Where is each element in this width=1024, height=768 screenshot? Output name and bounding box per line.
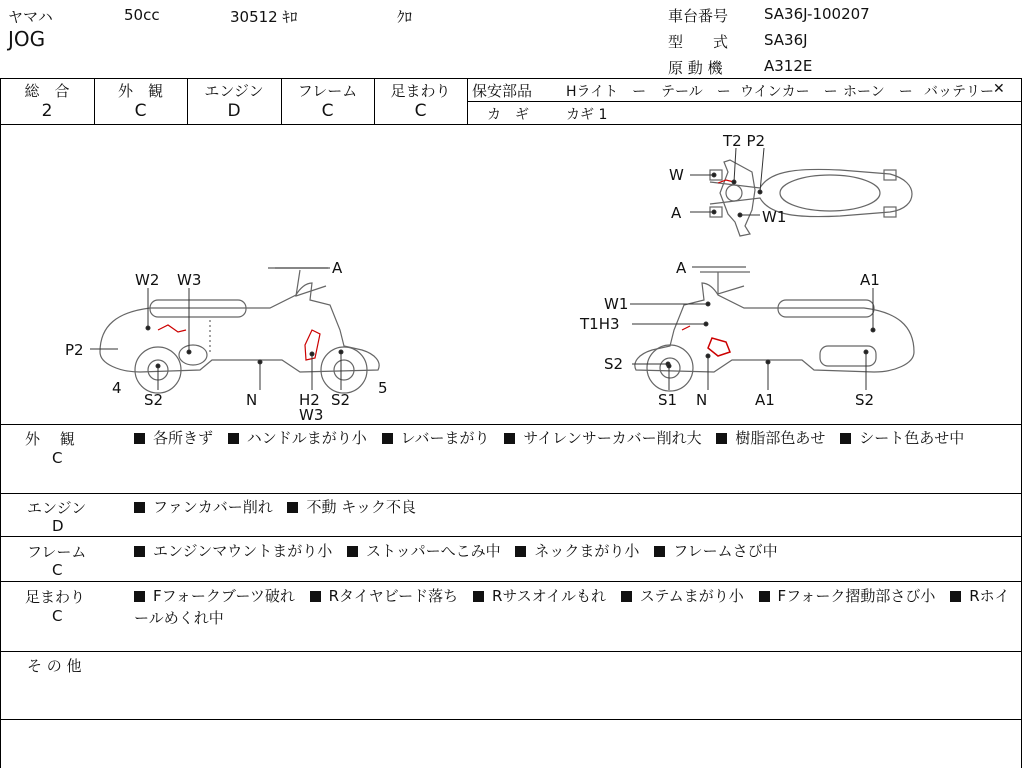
note-item: 樹脂部色あせ bbox=[735, 429, 826, 447]
diagram-label: P2 bbox=[65, 341, 84, 359]
engine-notes bbox=[134, 496, 1014, 518]
bullet-icon bbox=[134, 502, 145, 513]
note-item: エンジンマウントまがり小 bbox=[153, 542, 333, 560]
bullet-icon bbox=[504, 433, 515, 444]
bullet-icon bbox=[716, 433, 727, 444]
suspension-note-grade: C bbox=[52, 607, 63, 625]
divider bbox=[0, 719, 1022, 720]
safety-item-taillight: テール ー bbox=[661, 84, 731, 100]
divider bbox=[0, 536, 1022, 537]
bullet-icon bbox=[228, 433, 239, 444]
type-value: SA36J bbox=[764, 31, 808, 49]
other-note-label: そ の 他 bbox=[27, 657, 82, 675]
bullet-icon bbox=[654, 546, 665, 557]
safety-item-headlight: Hライト ー bbox=[566, 84, 647, 100]
note-item: 各所きず bbox=[153, 429, 214, 447]
safety-item-battery: バッテリー bbox=[924, 84, 994, 100]
battery-ng-mark: ✕ bbox=[993, 81, 1005, 97]
diagram-label: 4 bbox=[112, 379, 122, 397]
note-item: Rホイールめくれ中 bbox=[134, 587, 1010, 627]
note-item: 不動 キック不良 bbox=[306, 498, 416, 516]
bullet-icon bbox=[287, 502, 298, 513]
diagram-label: A1 bbox=[860, 271, 880, 289]
diagram-label: S2 bbox=[604, 355, 624, 373]
suspension-note-label: 足まわり bbox=[25, 588, 86, 606]
suspension-notes bbox=[134, 585, 1014, 629]
diagram-label: 5 bbox=[378, 379, 388, 397]
divider bbox=[467, 78, 468, 124]
note-item: サイレンサーカバー削れ大 bbox=[523, 429, 702, 447]
divider bbox=[467, 101, 1022, 102]
diagram-label: S2 bbox=[331, 391, 351, 409]
frame-note-grade: C bbox=[52, 561, 63, 579]
diagram-label: T2 P2 bbox=[723, 132, 766, 150]
bullet-icon bbox=[310, 591, 321, 602]
diagram-label: A bbox=[676, 259, 687, 277]
type-label: 型 式 bbox=[668, 33, 729, 51]
diagram-label: W2 bbox=[135, 271, 160, 289]
model-name: JOG bbox=[8, 27, 46, 51]
frame-grade: C bbox=[321, 101, 334, 121]
note-item: ネックまがり小 bbox=[534, 542, 640, 560]
color: ｸﾛ bbox=[397, 8, 413, 26]
safety-label: 保安部品 bbox=[472, 82, 533, 100]
note-item: Fフォークブーツ破れ bbox=[153, 587, 295, 605]
suspension-grade: C bbox=[414, 101, 427, 121]
frame-notes bbox=[134, 540, 1014, 562]
diagram-label: W bbox=[669, 166, 684, 184]
diagram-label: S2 bbox=[144, 391, 164, 409]
diagram-label: S2 bbox=[855, 391, 875, 409]
bullet-icon bbox=[347, 546, 358, 557]
engine-model-label: 原 動 機 bbox=[668, 59, 723, 77]
diagram-label: W3 bbox=[177, 271, 202, 289]
exterior-label: 外 観 bbox=[117, 82, 163, 100]
divider bbox=[0, 493, 1022, 494]
divider bbox=[0, 581, 1022, 582]
scratch-mark bbox=[158, 325, 186, 332]
bullet-icon bbox=[840, 433, 851, 444]
bullet-icon bbox=[515, 546, 526, 557]
safety-item-winker: ウインカー ー bbox=[740, 84, 838, 100]
divider bbox=[0, 78, 1022, 79]
diagram-label: T1H3 bbox=[580, 315, 620, 333]
engine-note-label: エンジン bbox=[27, 499, 87, 517]
bullet-icon bbox=[382, 433, 393, 444]
damage-diagram bbox=[0, 125, 1022, 423]
note-item: ステムまがり小 bbox=[639, 587, 744, 605]
note-item: シート色あせ中 bbox=[859, 429, 965, 447]
mileage: 30512 ｷﾛ bbox=[230, 8, 298, 26]
bullet-icon bbox=[621, 591, 632, 602]
diagram-label: A bbox=[332, 259, 343, 277]
engine-grade: D bbox=[227, 101, 241, 121]
bullet-icon bbox=[950, 591, 961, 602]
note-item: Rサスオイルもれ bbox=[491, 587, 607, 605]
diagram-label: N bbox=[696, 391, 708, 409]
note-item: フレームさび中 bbox=[673, 542, 778, 560]
diagram-label: W3 bbox=[299, 406, 324, 423]
note-item: ハンドルまがり小 bbox=[246, 429, 367, 447]
note-item: ストッパーへこみ中 bbox=[366, 542, 501, 560]
exterior-grade: C bbox=[134, 101, 147, 121]
scooter-top-view bbox=[710, 160, 912, 236]
bullet-icon bbox=[759, 591, 770, 602]
diagram-label: A bbox=[671, 204, 682, 222]
diagram-label: H2 bbox=[299, 391, 320, 409]
safety-item-horn: ホーン ー bbox=[843, 84, 913, 100]
damage-mark bbox=[682, 326, 690, 330]
engine-label: エンジン bbox=[204, 82, 264, 100]
note-item: ファンカバー削れ bbox=[153, 498, 273, 516]
engine-model: A312E bbox=[764, 57, 813, 75]
frame-no: SA36J-100207 bbox=[764, 5, 870, 23]
damage-mark bbox=[708, 338, 730, 356]
bullet-icon bbox=[473, 591, 484, 602]
bullet-icon bbox=[134, 546, 145, 557]
exterior-notes bbox=[134, 427, 1014, 449]
diagram-label: W1 bbox=[762, 208, 787, 226]
maker: ヤマハ bbox=[8, 8, 53, 26]
diagram-label: N bbox=[246, 391, 258, 409]
diagram-label: A1 bbox=[755, 391, 775, 409]
frame-no-label: 車台番号 bbox=[668, 7, 729, 25]
frame-label: フレーム bbox=[297, 82, 358, 100]
key-value: カギ 1 bbox=[566, 107, 608, 123]
note-item: Fフォーク摺動部さび小 bbox=[777, 587, 936, 605]
note-item: レバーまがり bbox=[400, 429, 490, 447]
key-label: カ ギ bbox=[487, 107, 529, 123]
exterior-note-grade: C bbox=[52, 449, 63, 467]
exterior-note-label: 外 観 bbox=[25, 430, 75, 448]
suspension-label: 足まわり bbox=[390, 82, 451, 100]
bullet-icon bbox=[134, 591, 145, 602]
diagram-label: W1 bbox=[604, 295, 629, 313]
bullet-icon bbox=[134, 433, 145, 444]
engine-note-grade: D bbox=[52, 517, 64, 535]
note-item: Rタイヤビード落ち bbox=[328, 587, 459, 605]
frame-note-label: フレーム bbox=[27, 543, 87, 561]
divider bbox=[0, 651, 1022, 652]
total-label: 総 合 bbox=[24, 82, 70, 100]
displacement: 50cc bbox=[124, 6, 160, 24]
divider bbox=[0, 424, 1022, 425]
diagram-label: S1 bbox=[658, 391, 678, 409]
total-grade: 2 bbox=[41, 101, 53, 121]
